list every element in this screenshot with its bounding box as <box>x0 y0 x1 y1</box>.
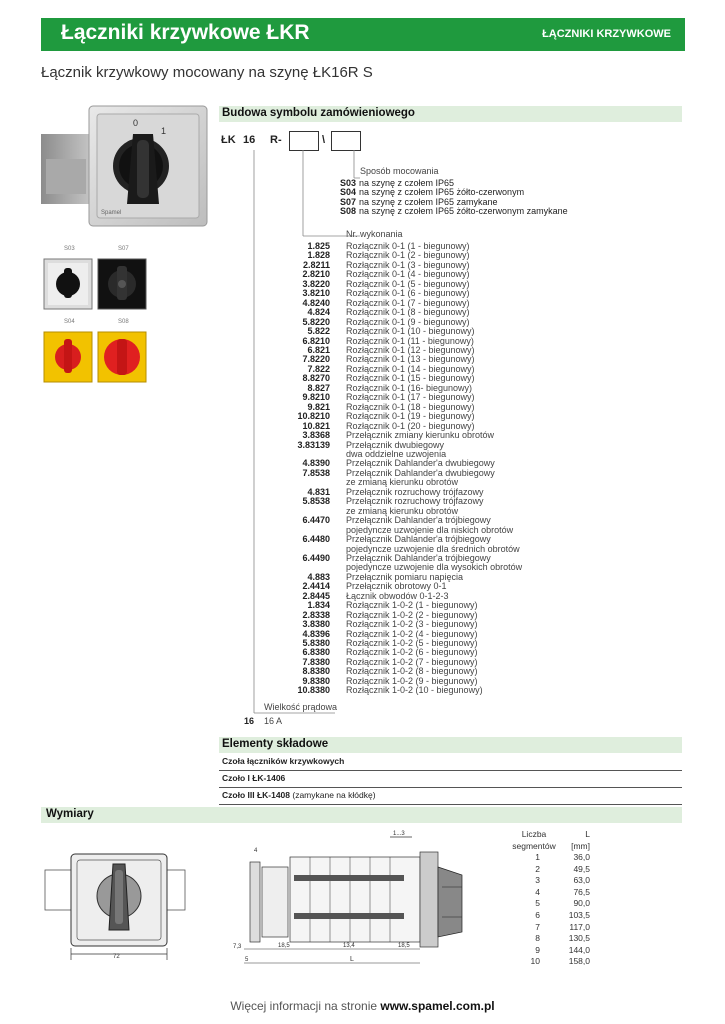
current-desc: 16 A <box>264 716 283 726</box>
footer-text: Więcej informacji na stronie <box>230 999 381 1013</box>
version-desc: Rozłącznik 1-0-2 (1 - biegunowy) <box>346 600 478 611</box>
version-code: 10.8210 <box>297 411 330 422</box>
dial-label-0: 0 <box>133 118 139 128</box>
version-row <box>264 686 564 695</box>
table-cell-segments: 8 <box>535 933 540 944</box>
table-header-segments <box>505 829 563 852</box>
version-code: 2.8211 <box>302 259 330 270</box>
version-list <box>264 242 564 696</box>
version-code: 7.8220 <box>302 354 330 365</box>
version-desc: dwa oddzielne uzwojenia <box>346 448 447 459</box>
dimensions-table <box>505 852 590 968</box>
mounting-code: S03 <box>339 178 356 188</box>
thumb-s03 <box>43 258 93 310</box>
version-desc: Rozłącznik 0-1 (5 - biegunowy) <box>346 278 470 289</box>
mounting-code: S04 <box>339 187 356 198</box>
version-code: 4.8240 <box>302 297 330 308</box>
thumb-caption-s07: S07 <box>118 246 129 252</box>
version-desc: Przełącznik obrotowy 0-1 <box>346 581 447 592</box>
version-desc: Rozłącznik 0-1 (6 - biegunowy) <box>346 288 470 299</box>
ordering-heading: Budowa symbolu zamówieniowego <box>222 107 415 119</box>
version-code: 6.4480 <box>302 534 330 545</box>
dial-label-1: 1 <box>161 126 167 136</box>
category-tag: ŁĄCZNIKI KRZYWKOWE <box>542 28 671 40</box>
version-desc: Rozłącznik 0-1 (3 - biegunowy) <box>346 259 470 270</box>
thumb-caption-s03: S03 <box>64 246 75 252</box>
symbol-size: 16 <box>243 134 256 146</box>
version-code: 1.825 <box>307 241 330 251</box>
front-width-label: 72 <box>113 954 120 960</box>
version-code: 1.834 <box>307 600 330 611</box>
table-row <box>505 922 590 934</box>
version-code: 6.8380 <box>302 647 330 658</box>
version-code: 4.831 <box>307 486 330 497</box>
version-desc: Rozłącznik 0-1 (19 - biegunowy) <box>346 411 475 422</box>
version-desc: Rozłącznik 0-1 (15 - biegunowy) <box>346 373 475 384</box>
brand-mark: Spamel <box>101 210 122 216</box>
mounting-label: Sposób mocowania <box>360 166 439 176</box>
version-desc: Rozłącznik 0-1 (11 - biegunowy) <box>346 335 474 346</box>
version-code: 3.8210 <box>302 288 330 299</box>
version-code: 3.8220 <box>302 278 330 289</box>
thumb-s07 <box>97 258 147 310</box>
component-note: (zamykane na kłódkę) <box>290 790 376 800</box>
mounting-desc: na szynę z czołem IP65 zamykane <box>359 196 498 207</box>
version-desc: Przełącznik Dahlander'a dwubiegowy <box>346 458 495 469</box>
mounting-row <box>290 207 590 216</box>
table-row <box>505 910 590 922</box>
table-cell-segments: 2 <box>535 863 540 874</box>
version-code: 6.4490 <box>302 552 330 563</box>
version-code: 3.8368 <box>302 430 330 441</box>
version-desc: ze zmianą kierunku obrotów <box>346 505 459 516</box>
table-cell-segments: 1 <box>535 852 540 862</box>
version-code: 8.827 <box>307 382 330 393</box>
version-desc: Przełącznik dwubiegowy <box>346 439 445 450</box>
table-cell-segments: 10 <box>530 956 540 967</box>
front-view-drawing <box>41 850 191 965</box>
table-row <box>505 956 590 968</box>
current-label: Wielkość prądowa <box>264 702 338 712</box>
version-desc: pojedyncze uzwojenie dla wysokich obrotów <box>346 562 523 573</box>
version-desc: Rozłącznik 1-0-2 (6 - biegunowy) <box>346 647 478 658</box>
version-desc: Przełącznik pomiaru napięcia <box>346 571 464 582</box>
table-cell-segments: 7 <box>535 921 540 932</box>
table-header-line: [mm] <box>571 840 590 851</box>
table-header-line: Liczba <box>521 829 547 839</box>
thumb-s08 <box>97 331 147 383</box>
version-desc: Rozłącznik 0-1 (2 - biegunowy) <box>346 250 470 261</box>
component-name: Czoło III ŁK-1408 <box>222 790 291 800</box>
mounting-desc: na szynę z czołem IP65 żółto-czerwonym zamykane <box>359 206 568 217</box>
footer-link[interactable]: www.spamel.com.pl <box>380 999 495 1013</box>
version-desc: Rozłącznik 0-1 (7 - biegunowy) <box>346 297 470 308</box>
current-code: 16 <box>244 716 255 726</box>
table-row <box>505 945 590 957</box>
table-row <box>505 875 590 887</box>
version-code: 7.822 <box>307 363 330 374</box>
dim-d5: 5 <box>245 957 249 963</box>
table-cell-length: 144,0 <box>568 944 590 955</box>
page-title: Łączniki krzywkowe ŁKR <box>61 21 310 44</box>
components-heading: Elementy składowe <box>222 738 329 750</box>
table-cell-length: 36,0 <box>573 852 590 862</box>
version-code: 7.8380 <box>302 656 330 667</box>
version-desc: Rozłącznik 1-0-2 (8 - biegunowy) <box>346 666 478 677</box>
table-row <box>505 933 590 945</box>
thumb-caption-s08: S08 <box>118 319 129 325</box>
version-code: 8.8270 <box>302 373 330 384</box>
version-desc: Rozłącznik 1-0-2 (5 - biegunowy) <box>346 638 478 649</box>
table-cell-segments: 6 <box>535 909 540 920</box>
version-code: 1.828 <box>307 250 330 261</box>
table-cell-length: 130,5 <box>568 933 590 944</box>
version-desc: Rozłącznik 1-0-2 (9 - biegunowy) <box>346 675 478 686</box>
symbol-separator: \ <box>322 134 326 146</box>
version-desc: pojedyncze uzwojenie dla niskich obrotów <box>346 524 514 535</box>
version-code: 9.821 <box>307 401 330 412</box>
version-desc: Rozłącznik 1-0-2 (7 - biegunowy) <box>346 656 478 667</box>
table-cell-segments: 3 <box>535 875 540 886</box>
components-section-bar <box>219 737 682 753</box>
mounting-code: S07 <box>339 196 356 207</box>
thumb-s04 <box>43 331 93 383</box>
version-desc: Rozłącznik 0-1 (16- biegunowy) <box>346 382 473 393</box>
version-code: 10.821 <box>302 420 330 431</box>
version-code: 2.8445 <box>302 590 330 601</box>
mounting-list <box>290 179 590 217</box>
version-desc: Rozłącznik 0-1 (10 - biegunowy) <box>346 326 475 337</box>
component-row <box>219 788 682 805</box>
dim-left-top-label: 4 <box>254 848 258 854</box>
version-code: 10.8380 <box>297 685 330 696</box>
dim-d4: 18,5 <box>398 943 410 949</box>
version-code: 5.822 <box>307 326 330 337</box>
version-desc: Rozłącznik 0-1 (17 - biegunowy) <box>346 392 475 403</box>
table-cell-segments: 4 <box>535 886 540 897</box>
version-code: 2.8338 <box>302 609 330 620</box>
footer <box>0 999 725 1013</box>
version-desc: Rozłącznik 0-1 (18 - biegunowy) <box>346 401 475 412</box>
version-desc: Rozłącznik 0-1 (14 - biegunowy) <box>346 363 475 374</box>
version-desc: Rozłącznik 1-0-2 (2 - biegunowy) <box>346 609 478 620</box>
table-cell-length: 158,0 <box>568 956 590 967</box>
table-header-line: L <box>585 829 590 839</box>
dim-d1: 7,3 <box>233 944 242 950</box>
table-row <box>505 887 590 899</box>
version-desc: Rozłącznik 0-1 (8 - biegunowy) <box>346 307 470 318</box>
version-desc: ze zmianą kierunku obrotów <box>346 477 459 488</box>
table-cell-length: 90,0 <box>573 898 590 909</box>
version-code: 4.824 <box>307 307 330 318</box>
page-subtitle: Łącznik krzywkowy mocowany na szynę ŁK16R S <box>41 64 373 81</box>
dimensions-heading: Wymiary <box>46 808 94 820</box>
version-code: 5.8380 <box>302 638 330 649</box>
version-code: 3.83139 <box>297 439 330 450</box>
version-desc: Przełącznik rozruchowy trójfazowy <box>346 496 484 507</box>
version-code: 5.8220 <box>302 316 330 327</box>
version-desc: Łącznik obwodów 0-1-2-3 <box>346 590 449 601</box>
table-cell-length: 49,5 <box>573 863 590 874</box>
version-code: 6.4470 <box>302 515 330 526</box>
dim-L: L <box>350 956 354 963</box>
table-header-length <box>560 829 590 852</box>
symbol-prefix: ŁK <box>221 134 236 146</box>
table-cell-length: 63,0 <box>573 875 590 886</box>
table-cell-segments: 9 <box>535 944 540 955</box>
version-desc: Rozłącznik 1-0-2 (10 - biegunowy) <box>346 685 483 696</box>
version-desc: Rozłącznik 0-1 (1 - biegunowy) <box>346 241 470 251</box>
dimensions-section-bar <box>41 807 682 823</box>
version-desc: Przełącznik Dahlander'a trójbiegowy <box>346 552 491 563</box>
component-name: Czoła łączników krzywkowych <box>222 756 345 766</box>
version-code: 3.8380 <box>302 619 330 630</box>
version-code: 2.8210 <box>302 269 330 280</box>
table-cell-length: 103,5 <box>568 909 590 920</box>
version-desc: Przełącznik rozruchowy trójfazowy <box>346 486 484 497</box>
table-row <box>505 864 590 876</box>
version-desc: Rozłącznik 0-1 (9 - biegunowy) <box>346 316 470 327</box>
ordering-section-bar <box>219 106 682 122</box>
component-row <box>219 771 682 788</box>
version-desc: Przełącznik Dahlander'a trójbiegowy <box>346 534 491 545</box>
thumb-caption-s04: S04 <box>64 319 75 325</box>
version-desc: Rozłącznik 0-1 (13 - biegunowy) <box>346 354 475 365</box>
side-view-drawing <box>230 827 480 972</box>
dim-top-label: 1...3 <box>393 831 405 837</box>
table-cell-length: 76,5 <box>573 886 590 897</box>
table-row <box>505 898 590 910</box>
version-desc: Przełącznik Dahlander'a trójbiegowy <box>346 515 491 526</box>
version-code: 6.821 <box>307 344 330 355</box>
version-desc: Przełącznik zmiany kierunku obrotów <box>346 430 495 441</box>
table-header-line: segmentów <box>512 840 556 851</box>
dim-d2: 18,5 <box>278 943 290 949</box>
version-code: 4.8390 <box>302 458 330 469</box>
mounting-desc: na szynę z czołem IP65 <box>359 178 455 188</box>
mounting-code: S08 <box>339 206 356 217</box>
version-code: 4.883 <box>307 571 330 582</box>
version-code: 8.8380 <box>302 666 330 677</box>
table-cell-length: 117,0 <box>569 921 590 932</box>
mounting-desc: na szynę z czołem IP65 żółto-czerwonym <box>359 187 525 198</box>
table-row <box>505 852 590 864</box>
version-desc: Rozłącznik 0-1 (20 - biegunowy) <box>346 420 475 431</box>
table-cell-segments: 5 <box>535 898 540 909</box>
version-desc: Przełącznik Dahlander'a dwubiegowy <box>346 467 495 478</box>
version-code: 4.8396 <box>302 628 330 639</box>
version-label: Nr. wykonania <box>346 229 403 239</box>
page-header <box>41 18 685 51</box>
version-desc: Rozłącznik 1-0-2 (3 - biegunowy) <box>346 619 478 630</box>
component-name: Czoło I ŁK-1406 <box>222 773 286 783</box>
product-photo <box>41 104 209 228</box>
symbol-type: R- <box>270 134 282 146</box>
version-desc: Rozłącznik 0-1 (4 - biegunowy) <box>346 269 470 280</box>
version-code: 6.8210 <box>302 335 330 346</box>
version-code: 2.4414 <box>302 581 330 592</box>
version-desc: Rozłącznik 0-1 (12 - biegunowy) <box>346 344 475 355</box>
component-row <box>219 754 682 771</box>
dim-d3: 13,4 <box>343 943 355 949</box>
version-code: 5.8538 <box>302 496 330 507</box>
version-code: 9.8380 <box>302 675 330 686</box>
version-desc: pojedyncze uzwojenie dla średnich obrotów <box>346 543 520 554</box>
version-code: 7.8538 <box>302 467 330 478</box>
components-table <box>219 754 682 805</box>
version-code: 9.8210 <box>302 392 330 403</box>
version-desc: Rozłącznik 1-0-2 (4 - biegunowy) <box>346 628 478 639</box>
